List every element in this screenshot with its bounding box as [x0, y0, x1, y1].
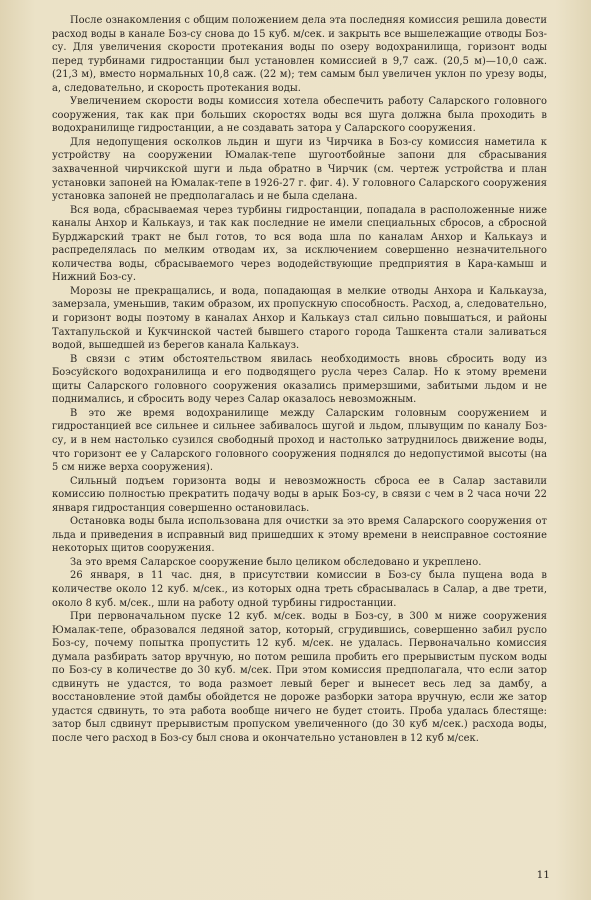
paragraph-7: В это же время водохранилище между Саларским головным сооружением и гидростанцией все сильнее и сильнее забивалось шугой и льдом, плывущим по каналу Боз-су, и в нем настолько сузился свободный проход и настолько затруднилось движение воды, что горизонт ее у Саларского головного сооружения поднялся до недопустимой высоты (на 5 см ниже верха сооружения).: [52, 407, 547, 474]
paragraph-12: При первоначальном пуске 12 куб. м/сек. воды в Боз-су, в 300 м ниже сооружения Юмалак-тепе, образовался ледяной затор, который, сгрудившись, совершенно забил русло Боз-су, почему попытка пропустить 12 куб. м/сек. не удалась. Первоначально комиссия думала разбирать затор вручную, но потом решила пробить его прерывистым пуском воды по Боз-су в количестве до 30 куб. м/сек. При этом комиссия предполагала, что если затор сдвинуть не удастся, то вода размоет левый берег и вынесет весь лед за дамбу, а восстановление этой дамбы обойдется не дороже разборки затора вручную, если же затор удастся сдвинуть, то эта работа вообще ничего не будет стоить. Проба удалась блестяще: затор был сдвинут прерывистым пропуском увеличенного (до 30 куб м/сек.) расхода воды, после чего расход в Боз-су был снова и окончательно установлен в 12 куб м/сек.: [52, 611, 547, 744]
paragraph-2: Увеличением скорости воды комиссия хотела обеспечить работу Саларского головного сооружения, так как при больших скоростях воды вся шуга должна была проходить в водохранилище гидростанции, а не создавать затора у Саларского сооружения.: [52, 96, 547, 135]
paragraph-5: Морозы не прекращались, и вода, попадающая в мелкие отводы Анхора и Калькауза, замерзала, уменьшив, таким образом, их пропускную способность. Расход, а, следовательно, и горизонт воды поэтому в каналах Анхор и Калькауз стал сильно повышаться, и районы Тахтапульской и Кукчинской частей бывшего старого города Ташкента стали заливаться водой, вышедшей из берегов канала Калькауз.: [52, 285, 547, 352]
paragraph-4: Вся вода, сбрасываемая через турбины гидростанции, попадала в расположенные ниже каналы Анхор и Калькауз, и так как последние не имели специальных сбросов, а сбросной Бурджарский тракт не был готов, то вся вода шла по каналам Анхор и Калькауз и распределялась по мелким отводам их, за исключением совершенно незначительного количества воды, сбрасываемого через вододействующие предприятия в Кара-камыш и Нижний Боз-су.: [52, 204, 547, 284]
paragraph-1: После ознакомления с общим положением дела эта последняя комиссия решила довести расход воды в канале Боз-су снова до 15 куб. м/сек. и закрыть все вышележащие отводы Боз-су. Для увеличения скорости протекания воды по озеру водохранилища, горизонт воды перед турбинами гидростанции был установлен комиссией в 9,7 саж. (20,5 м)—10,0 саж. (21,3 м), вместо нормальных 10,8 саж. (22 м); тем самым был увеличен уклон по урезу воды, а, следовательно, и скорость протекания воды.: [52, 15, 547, 94]
paragraph-11: 26 января, в 11 час. дня, в присутствии комиссии в Боз-су была пущена вода в количестве около 12 куб. м/сек., из которых одна треть сбрасывалась в Салар, а две трети, около 8 куб. м/сек., шли на работу одной турбины гидростанции.: [52, 570, 547, 609]
page-number: 11: [536, 869, 550, 882]
paragraph-6: В связи с этим обстоятельством явилась необходимость вновь сбросить воду из Боэсуйского водохранилища и его подводящего русла через Салар. Но к этому времени щиты Саларского головного сооружения оказались примерзшими, забитыми льдом и не поднимались, и сбросить воду через Салар оказалось невозможным.: [52, 353, 547, 406]
paragraph-3: Для недопущения осколков льдин и шуги из Чирчика в Боз-су комиссия наметила к устройству на сооружении Юмалак-тепе шугоотбойные запони для сбрасывания захваченной чирчикской шуги и льда обратно в Чирчик (см. чертеж устройства и план установки запоней на Юмалак-тепе в 1926-27 г. фиг. 4). У головного Саларского сооружения установка запоней не предполагалась и не была сделана.: [52, 136, 547, 203]
paragraph-9: Остановка воды была использована для очистки за это время Саларского сооружения от льда и приведения в исправный вид пришедших к этому времени в неисправное состояние некоторых щитов сооружения.: [52, 516, 547, 555]
paragraph-10: За это время Саларское сооружение было целиком обследовано и укреплено.: [70, 556, 482, 568]
body-text: [52, 14, 547, 746]
paragraph-8: Сильный подъем горизонта воды и невозможность сброса ее в Салар заставили комиссию полностью прекратить подачу воды в арык Боз-су, в связи с чем в 2 часа ночи 22 января гидростанция совершенно остановилась.: [52, 475, 547, 514]
